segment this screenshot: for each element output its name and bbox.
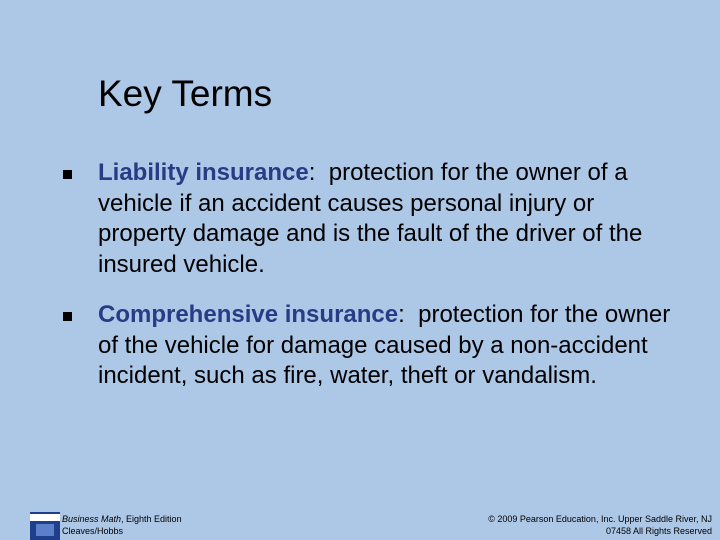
logo-mark-icon	[36, 524, 54, 536]
term-definition: protection for the owner of the vehicle for damage caused by a non-accident incident, such as fire, water, theft or vandalism.	[98, 301, 677, 389]
key-term: Comprehensive insurance	[98, 301, 399, 328]
bullet-item	[60, 300, 680, 392]
square-bullet-icon	[63, 312, 72, 321]
term-separator: :	[398, 301, 405, 328]
key-term: Liability insurance	[98, 159, 309, 186]
bullet-text	[98, 300, 680, 392]
bullet-text	[98, 158, 680, 280]
square-bullet-icon	[63, 170, 72, 179]
footer-citation	[62, 513, 182, 537]
copyright-line: © 2009 Pearson Education, Inc. Upper Saddle River, NJ	[488, 514, 712, 524]
logo-band	[30, 514, 60, 521]
book-authors: Cleaves/Hobbs	[62, 526, 124, 536]
slide-footer	[0, 510, 720, 540]
term-definition: protection for the owner of a vehicle if an accident causes personal injury or property damage and is the fault of the driver of the insured vehicle.	[98, 159, 649, 278]
slide-title: Key Terms	[98, 73, 273, 114]
book-edition: , Eighth Edition	[121, 514, 182, 524]
rights-line: 07458 All Rights Reserved	[605, 526, 712, 536]
footer-copyright	[488, 513, 712, 537]
publisher-logo	[30, 512, 60, 540]
bullet-item	[60, 158, 680, 280]
bullet-list	[60, 158, 680, 412]
book-title: Business Math	[62, 514, 122, 524]
term-separator: :	[308, 159, 316, 186]
